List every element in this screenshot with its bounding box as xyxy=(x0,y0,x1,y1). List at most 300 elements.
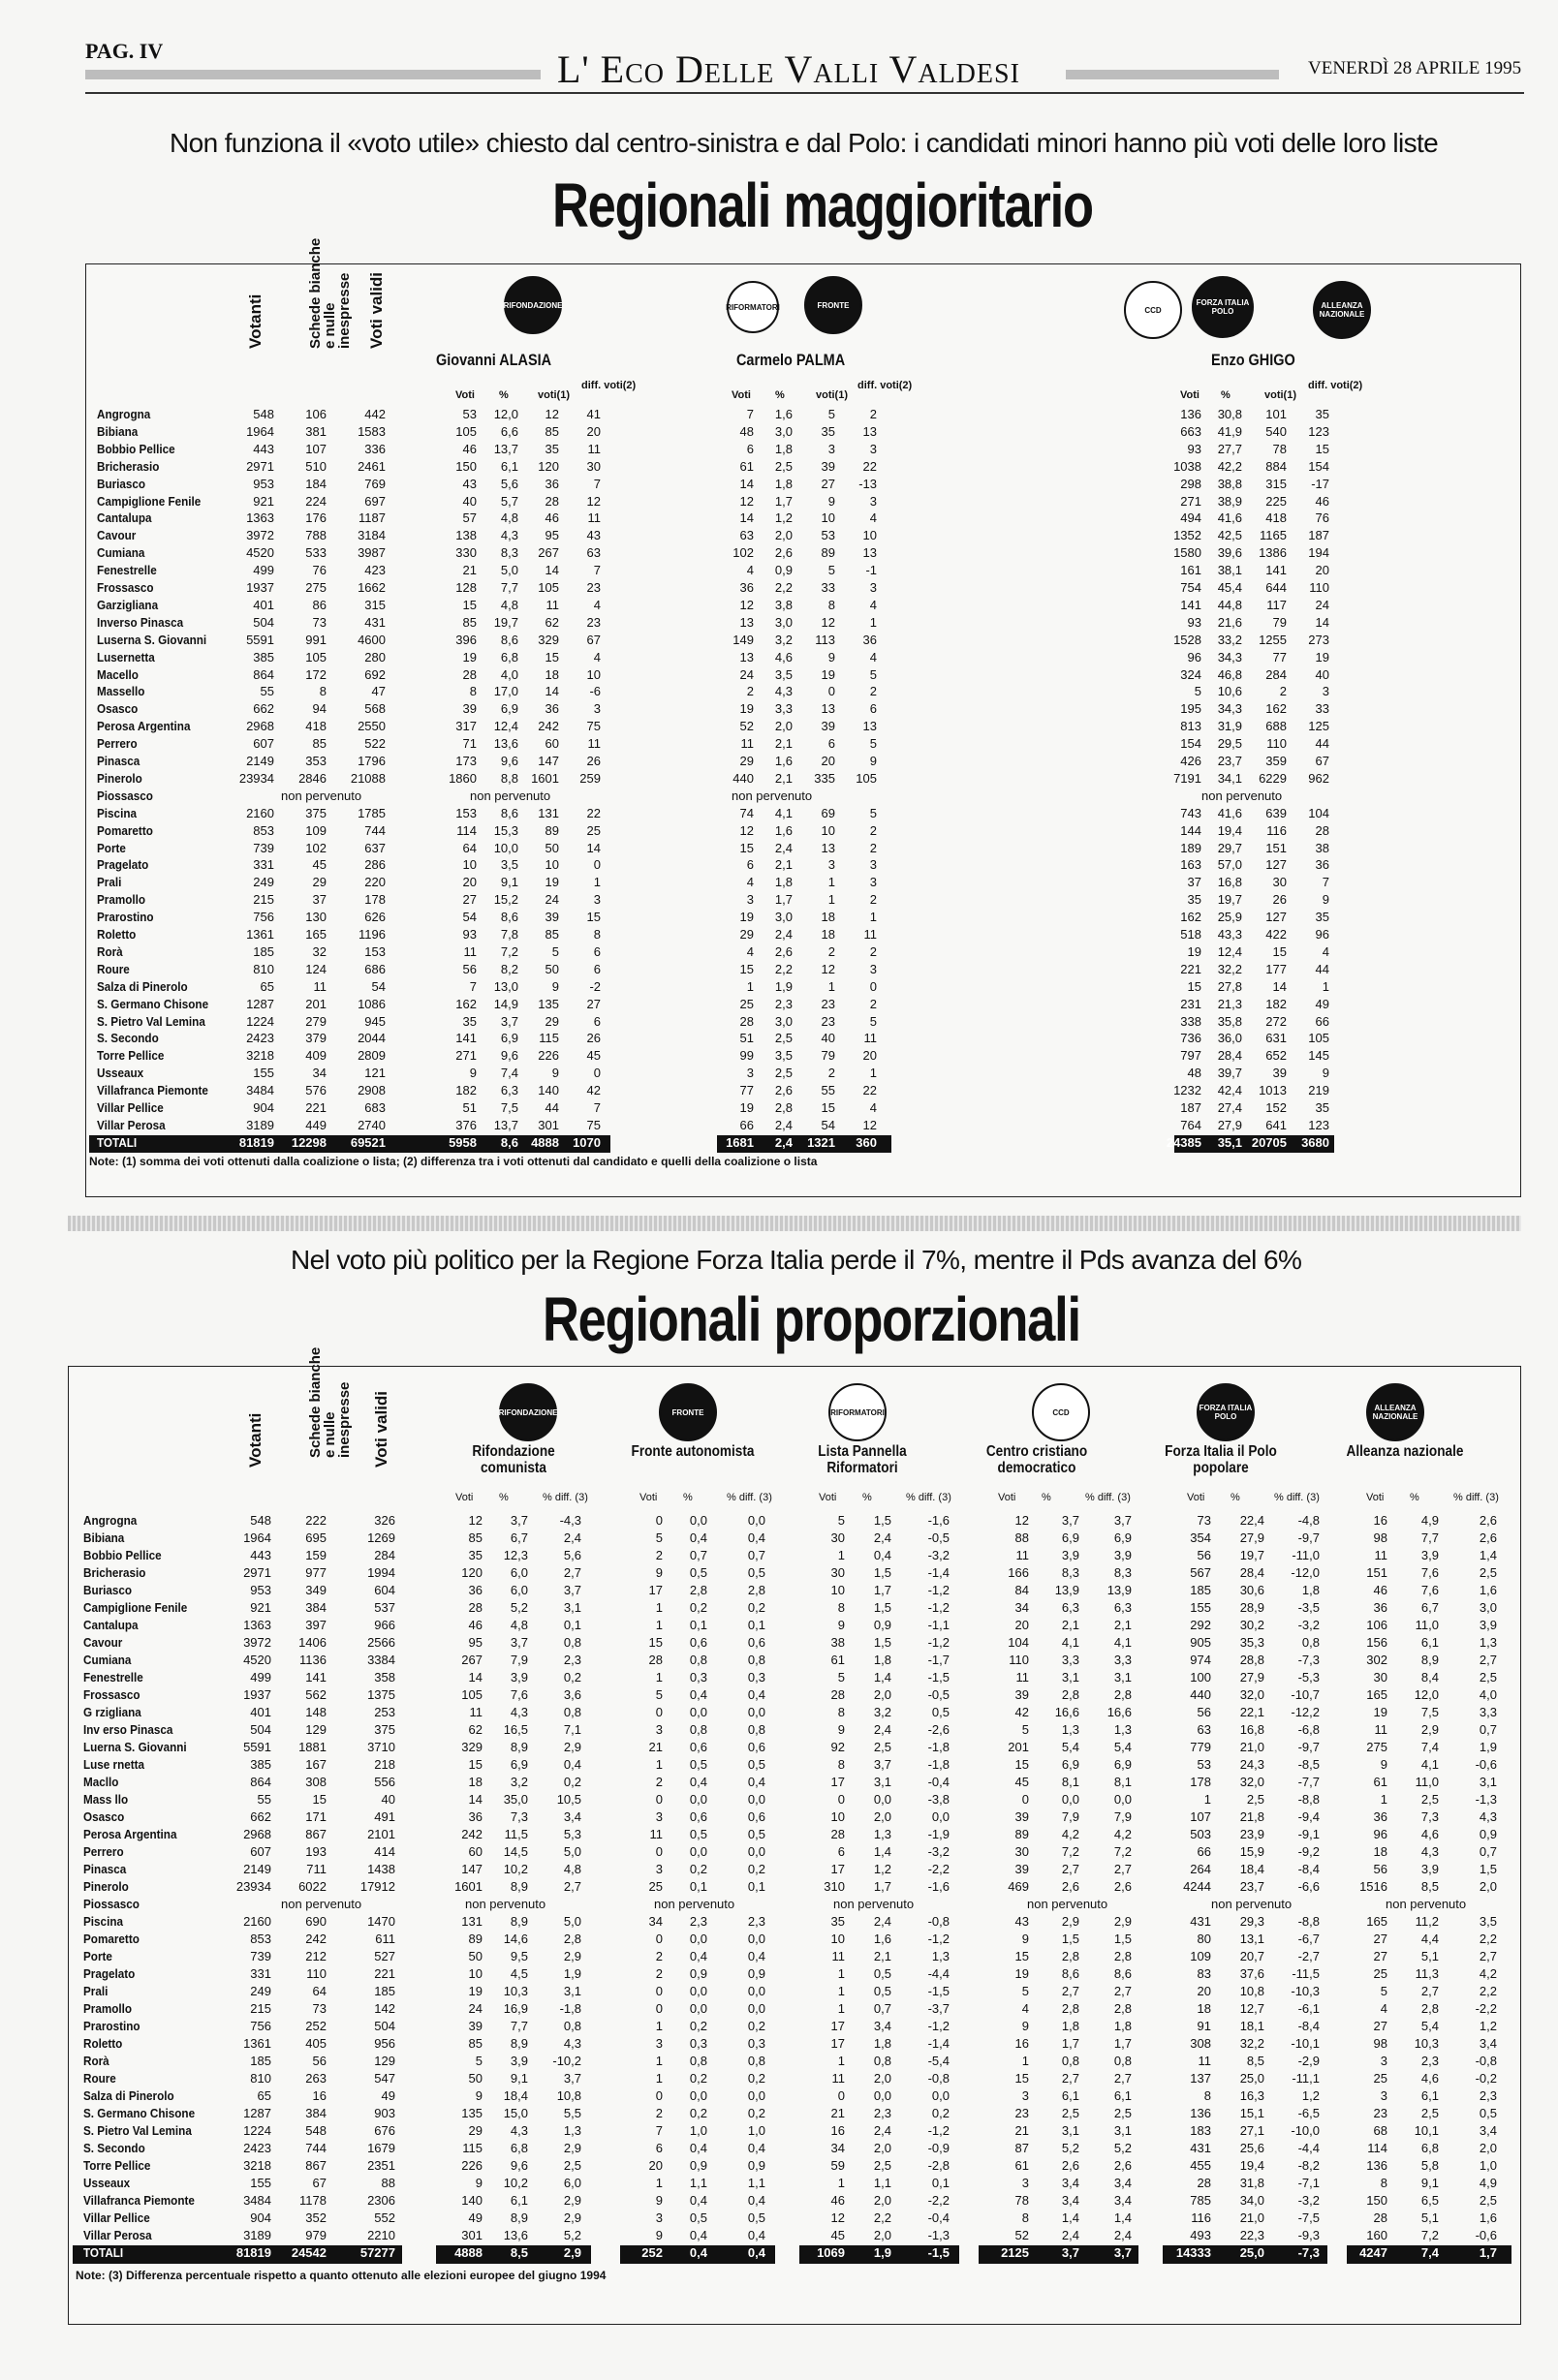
cell: 18 xyxy=(468,1775,483,1789)
cell: 105 xyxy=(538,580,559,595)
t2-logo-0: RIFONDAZIONE xyxy=(499,1383,557,1441)
cell: 26 xyxy=(586,754,601,768)
cell: 65 xyxy=(260,978,274,994)
cell: 1881 xyxy=(298,1740,327,1754)
cell: 4,3 xyxy=(774,684,793,699)
cell: 267 xyxy=(461,1653,483,1667)
cell: 5,2 xyxy=(563,2228,581,2242)
cell: 85 xyxy=(545,927,559,942)
t2-subhead-4-2: % diff. (3) xyxy=(1274,1492,1320,1503)
cell: 9 xyxy=(551,1066,559,1081)
cell: 0,0 xyxy=(931,2088,950,2103)
cell: 110 xyxy=(1309,580,1329,595)
cell: 0,5 xyxy=(873,1966,891,1981)
cell: 105 xyxy=(461,1687,483,1702)
cell: 637 xyxy=(364,840,386,855)
col-head-2: Voti validi xyxy=(367,271,386,349)
cell: 0,5 xyxy=(747,1565,765,1580)
cell: 2 xyxy=(869,684,877,699)
cell: -1,4 xyxy=(927,1565,950,1580)
cell: 7,5 xyxy=(1420,1705,1439,1719)
cell: 2,7 xyxy=(1113,1862,1132,1876)
cell: 219 xyxy=(1308,1083,1329,1098)
cell: 21,8 xyxy=(1239,1809,1264,1824)
cell: 426 xyxy=(1180,754,1201,768)
cell: 14 xyxy=(586,840,601,855)
cell: -8,8 xyxy=(1297,1914,1320,1929)
cell: 3 xyxy=(827,857,835,873)
cell: 51 xyxy=(462,1100,477,1115)
cell: -2 xyxy=(589,978,601,994)
cell: 3 xyxy=(1322,684,1329,699)
cell: 864 xyxy=(253,666,274,682)
cell: 607 xyxy=(253,736,274,752)
cell: 2101 xyxy=(367,1827,395,1841)
cell: 3,9 xyxy=(1420,1548,1439,1562)
cell: -2,8 xyxy=(927,2158,950,2173)
cell: 2351 xyxy=(367,2158,395,2173)
np-f: non pervenuto xyxy=(1211,1897,1293,1911)
cell: 315 xyxy=(1265,476,1287,491)
cell: 4,5 xyxy=(510,1966,528,1981)
cell: 36 xyxy=(1373,1809,1387,1824)
cell: 218 xyxy=(374,1757,395,1772)
cell: 37 xyxy=(312,892,327,908)
cell: 73 xyxy=(312,614,327,630)
cell: 201 xyxy=(305,996,327,1011)
cell: 272 xyxy=(1265,1013,1287,1029)
cell: 35 xyxy=(462,1013,477,1029)
cell: 286 xyxy=(364,857,386,873)
cell: 8,9 xyxy=(510,1879,528,1894)
cell: 44 xyxy=(545,1100,559,1115)
cell: 19 xyxy=(739,910,754,925)
cell: 87 xyxy=(1014,2141,1029,2155)
cell: 10 xyxy=(821,822,835,838)
cell: 6,8 xyxy=(1420,2141,1439,2155)
cell: 6 xyxy=(869,701,877,717)
cell: -1,2 xyxy=(927,2123,950,2138)
cell: 1,9 xyxy=(774,978,793,994)
muni-name: Salza di Pinerolo xyxy=(97,978,188,994)
cell: 25 xyxy=(648,1879,663,1894)
cell: 23,9 xyxy=(1239,1827,1264,1841)
muni-name: Rorà xyxy=(97,943,123,959)
cell: 185 xyxy=(374,1984,395,1998)
cell: 56 xyxy=(1373,1862,1387,1876)
muni-name: Porte xyxy=(83,1949,112,1963)
cell: 3 xyxy=(593,701,601,717)
cell: 556 xyxy=(374,1775,395,1789)
cell: 129 xyxy=(374,2054,395,2068)
cell: 12,7 xyxy=(1239,2001,1264,2016)
muni-name: Buriasco xyxy=(97,476,146,491)
cell: 0 xyxy=(655,2088,663,2103)
cell: 14 xyxy=(1272,978,1287,994)
cell: 3680 xyxy=(1301,1134,1329,1150)
cell: 5591 xyxy=(246,632,274,647)
cell: 1375 xyxy=(367,1687,395,1702)
cell: 78 xyxy=(1014,2193,1029,2208)
alleanza-nazionale-logo: ALLEANZA NAZIONALE xyxy=(1313,281,1371,339)
cell: 12,4 xyxy=(1217,943,1242,959)
cell: 7,7 xyxy=(510,2019,528,2033)
cell: 3 xyxy=(869,875,877,890)
cell: 249 xyxy=(250,1984,271,1998)
cell: 6,5 xyxy=(1420,2193,1439,2208)
cell: 129 xyxy=(305,1722,327,1737)
cell: -3,2 xyxy=(1297,1618,1320,1632)
cell: 853 xyxy=(250,1932,271,1946)
cell: 611 xyxy=(375,1932,395,1946)
cell: 34 xyxy=(830,2141,845,2155)
party-name-1: Fronte autonomista xyxy=(631,1443,755,1460)
cell: 39,7 xyxy=(1217,1066,1242,1081)
cell: 0,2 xyxy=(931,2106,950,2120)
cell: 11 xyxy=(469,1705,483,1719)
cell: 0,2 xyxy=(747,1600,765,1615)
cell: 4,8 xyxy=(500,510,518,526)
cell: 0 xyxy=(655,1932,663,1946)
cell: 504 xyxy=(253,614,274,630)
cell: 0,8 xyxy=(747,1653,765,1667)
cell: 1,1 xyxy=(747,2176,765,2190)
cell: 686 xyxy=(364,961,386,976)
cell: 18 xyxy=(821,910,835,925)
cell: 6,1 xyxy=(1061,2088,1079,2103)
cell: 2210 xyxy=(367,2228,395,2242)
cell: 5 xyxy=(827,407,835,421)
cell: 85 xyxy=(312,736,327,752)
cell: 9,1 xyxy=(510,2071,528,2086)
cell: 252 xyxy=(305,2019,327,2033)
cell: 1 xyxy=(837,2001,845,2016)
cell: 53 xyxy=(1197,1757,1211,1772)
muni-name: Massello xyxy=(97,684,145,699)
cell: 160 xyxy=(1366,2228,1387,2242)
cell: 2,6 xyxy=(1479,1530,1497,1545)
cell: 1 xyxy=(655,2071,663,2086)
muni-name: Pragelato xyxy=(83,1966,136,1981)
cell: 4,1 xyxy=(1061,1635,1079,1650)
cell: 953 xyxy=(250,1583,271,1597)
cell: 2,4 xyxy=(774,927,793,942)
cell: 1287 xyxy=(246,996,274,1011)
cell: 3,7 xyxy=(1061,1513,1079,1528)
cell: 138 xyxy=(455,528,477,543)
cell: 38 xyxy=(1315,840,1329,855)
cell: 25,9 xyxy=(1217,910,1242,925)
cell: 45 xyxy=(586,1048,601,1064)
cell: 27,4 xyxy=(1217,1100,1242,1115)
cell: 31,9 xyxy=(1217,719,1242,734)
muni-name: Prali xyxy=(83,1984,109,1998)
cell: 4,8 xyxy=(500,597,518,612)
cell: 2,9 xyxy=(563,2141,581,2155)
cell: 6,9 xyxy=(1061,1757,1079,1772)
muni-name: Cantalupa xyxy=(97,510,152,526)
cell: 797 xyxy=(1180,1048,1201,1064)
cell: 0,6 xyxy=(689,1635,707,1650)
muni-name: Pinerolo xyxy=(83,1879,129,1894)
cell: 140 xyxy=(538,1083,559,1098)
cell: 10 xyxy=(586,666,601,682)
cell: 28 xyxy=(830,1827,845,1841)
cell: 631 xyxy=(1265,1031,1287,1046)
muni-name: Buriasco xyxy=(83,1583,133,1597)
cell: 34 xyxy=(1014,1600,1029,1615)
cell: 81819 xyxy=(238,1134,274,1150)
cell: 89 xyxy=(545,822,559,838)
cell: 32,2 xyxy=(1239,2036,1264,2051)
cell: 4 xyxy=(869,1100,877,1115)
cell: 73 xyxy=(312,2001,327,2016)
cell: 991 xyxy=(305,632,327,647)
cell: 30 xyxy=(1373,1670,1387,1685)
cell: 10 xyxy=(830,1932,845,1946)
cell: 1583 xyxy=(358,423,386,439)
cell: 13,9 xyxy=(1054,1583,1079,1597)
cell: 155 xyxy=(1190,1600,1211,1615)
muni-name: Villar Perosa xyxy=(97,1117,166,1132)
cell: 0,2 xyxy=(563,1670,581,1685)
cell: 604 xyxy=(374,1583,395,1597)
cell: 1,7 xyxy=(1113,2036,1132,2051)
cell: 1,4 xyxy=(873,1670,891,1685)
cell: 409 xyxy=(305,1048,327,1064)
cell: 12298 xyxy=(291,1134,327,1150)
cell: 2550 xyxy=(358,719,386,734)
muni-name: Perosa Argentina xyxy=(97,719,191,734)
cell: 102 xyxy=(305,840,327,855)
cell: 8 xyxy=(837,1705,845,1719)
cell: 44 xyxy=(1315,961,1329,976)
cell: 28 xyxy=(468,1600,483,1615)
cell: 6,9 xyxy=(500,1031,518,1046)
cell: 23 xyxy=(821,996,835,1011)
cell: 3,0 xyxy=(774,1013,793,1029)
cell: 96 xyxy=(1187,649,1201,665)
muni-name: Bibiana xyxy=(97,423,139,439)
cell: 11 xyxy=(1374,1722,1387,1737)
cell: 24,3 xyxy=(1239,1757,1264,1772)
cell: 147 xyxy=(538,754,559,768)
cell: 115 xyxy=(539,1031,559,1046)
cell: 2,5 xyxy=(563,2158,581,2173)
cell: -0,4 xyxy=(927,2210,950,2225)
cell: 153 xyxy=(455,805,477,820)
cell: 242 xyxy=(461,1827,483,1841)
cell: 1,3 xyxy=(1479,1635,1497,1650)
cell: 178 xyxy=(1190,1775,1211,1789)
cell: 1 xyxy=(837,2054,845,2068)
cell: 45 xyxy=(1014,1775,1029,1789)
cell: 125 xyxy=(1308,719,1329,734)
cell: 0 xyxy=(1021,1792,1029,1807)
cell: -0,8 xyxy=(1475,2054,1497,2068)
cell: 36 xyxy=(1373,1600,1387,1615)
cell: 16,9 xyxy=(503,2001,528,2016)
cell: 0,4 xyxy=(747,1949,765,1963)
cell: 8,5 xyxy=(1246,2054,1264,2068)
cell: 443 xyxy=(253,441,274,456)
cell: 2,0 xyxy=(873,1809,891,1824)
cell: 13 xyxy=(862,719,877,734)
cell: 0,4 xyxy=(747,2245,765,2260)
cell: 224 xyxy=(305,493,327,509)
cell: 121 xyxy=(364,1066,386,1081)
muni-name: Porte xyxy=(97,840,126,855)
cell: 3,8 xyxy=(774,597,793,612)
cell: 68 xyxy=(1373,2123,1387,2138)
muni-name: Pragelato xyxy=(97,857,149,873)
cell: 1679 xyxy=(367,2141,395,2155)
cell: 5 xyxy=(869,736,877,752)
cell: 2 xyxy=(827,943,835,959)
cell: 5 xyxy=(827,563,835,578)
cell: 3,9 xyxy=(510,2054,528,2068)
cell: 45 xyxy=(312,857,327,873)
cell: 7,2 xyxy=(500,943,518,959)
cell: 67 xyxy=(312,2176,327,2190)
cell: 20 xyxy=(862,1048,877,1064)
cell: 384 xyxy=(305,2106,327,2120)
cell: 19 xyxy=(821,666,835,682)
cell: 11,2 xyxy=(1415,1914,1439,1929)
cell: 35 xyxy=(821,423,835,439)
cell: 2,8 xyxy=(1061,1687,1079,1702)
cell: 2,0 xyxy=(774,528,793,543)
cell: 3,4 xyxy=(1113,2176,1132,2190)
cell: 284 xyxy=(1265,666,1287,682)
cell: -2,7 xyxy=(1297,1949,1320,1963)
cell: 37,6 xyxy=(1239,1966,1264,1981)
cell: 23,7 xyxy=(1239,1879,1264,1894)
cell: 34,3 xyxy=(1217,701,1242,717)
cell: 9,1 xyxy=(500,875,518,890)
cell: 4 xyxy=(746,875,754,890)
muni-name: Lusernetta xyxy=(97,649,155,665)
cell: 7,3 xyxy=(1420,1809,1439,1824)
cell: 2,4 xyxy=(1113,2228,1132,2242)
cell: 30,8 xyxy=(1217,407,1242,421)
cell: 1,2 xyxy=(1301,2088,1320,2103)
cell: 15 xyxy=(1014,1757,1029,1772)
cell: 4,6 xyxy=(1420,1827,1439,1841)
cell: 2,5 xyxy=(873,1740,891,1754)
cell: 6022 xyxy=(298,1879,327,1894)
cell: 12 xyxy=(1014,1513,1029,1528)
cell: 690 xyxy=(305,1914,327,1929)
cell: 23 xyxy=(1373,2106,1387,2120)
cell: 8 xyxy=(469,684,477,699)
cell: -6,5 xyxy=(1297,2106,1320,2120)
cell: 1937 xyxy=(246,580,274,595)
cell: 7,3 xyxy=(510,1809,528,1824)
cell: 10 xyxy=(545,857,559,873)
cell: 18 xyxy=(1197,2001,1211,2016)
cell: 2 xyxy=(869,943,877,959)
cell: 2,2 xyxy=(1479,1932,1497,1946)
cell: 201 xyxy=(1008,1740,1029,1754)
cell: 0 xyxy=(869,978,877,994)
cell: -0,4 xyxy=(927,1775,950,1789)
cell: 0,1 xyxy=(747,1618,765,1632)
muni-name: Campiglione Fenile xyxy=(97,493,202,509)
cell: 1287 xyxy=(243,2106,271,2120)
cell: 5 xyxy=(1021,1984,1029,1998)
cell: 24385 xyxy=(1166,1134,1201,1150)
cell: 1 xyxy=(655,2054,663,2068)
cell: 2,7 xyxy=(563,1565,581,1580)
cell: 359 xyxy=(1265,754,1287,768)
muni-name: Pinerolo xyxy=(97,770,142,786)
cell: 6229 xyxy=(1259,770,1287,786)
cell: 30 xyxy=(586,458,601,474)
cell: 379 xyxy=(305,1031,327,1046)
cell: 904 xyxy=(250,2210,271,2225)
cell: 2 xyxy=(869,407,877,421)
cell: 0,0 xyxy=(747,2001,765,2016)
cell: 148 xyxy=(305,1705,327,1719)
masthead-underline xyxy=(85,92,1524,94)
cell: 1,7 xyxy=(1061,2036,1079,2051)
party-name-3: Centro cristiano democratico xyxy=(985,1443,1088,1476)
cell: 1,9 xyxy=(1479,1740,1497,1754)
cell: 739 xyxy=(253,840,274,855)
cell: 136 xyxy=(1190,2106,1211,2120)
cell: 4,3 xyxy=(1420,1844,1439,1859)
cell: 2,5 xyxy=(1479,1670,1497,1685)
cell: 25 xyxy=(586,822,601,838)
cell: 385 xyxy=(250,1757,271,1772)
cell: 28,4 xyxy=(1217,1048,1242,1064)
cell: 2971 xyxy=(246,458,274,474)
table2-note: Note: (3) Differenza percentuale rispetto a quanto ottenuto alle elezioni europee del giugno 1994 xyxy=(76,2269,607,2282)
cell: 2,7 xyxy=(1061,2071,1079,2086)
cell: 151 xyxy=(1265,840,1287,855)
cell: -6,7 xyxy=(1297,1932,1320,1946)
cell: 12,0 xyxy=(1414,1687,1439,1702)
cell: 547 xyxy=(374,2071,395,2086)
cell: 652 xyxy=(1265,1048,1287,1064)
cell: 2,5 xyxy=(774,1066,793,1081)
cell: -1,6 xyxy=(927,1879,950,1894)
muni-name: Piossasco xyxy=(97,788,153,803)
cell: 2,5 xyxy=(1113,2106,1132,2120)
cell: 142 xyxy=(374,2001,395,2016)
cell: -1,4 xyxy=(927,2036,950,2051)
cell: 105 xyxy=(856,770,877,786)
cell: 27,8 xyxy=(1217,978,1242,994)
cell: 2,9 xyxy=(563,1740,581,1754)
cell: -6,1 xyxy=(1297,2001,1320,2016)
cell: 0 xyxy=(837,2088,845,2103)
cell: -0,5 xyxy=(927,1687,950,1702)
cell: 1 xyxy=(837,1966,845,1981)
t2-subhead-1-1: % xyxy=(683,1492,693,1503)
cell: 28 xyxy=(1197,2176,1211,2190)
cell: 40 xyxy=(462,493,477,509)
cell: 10 xyxy=(830,1583,845,1597)
cell: 2,3 xyxy=(689,1914,707,1929)
cell: 28 xyxy=(739,1013,754,1029)
cell: 89 xyxy=(821,545,835,561)
cell: 231 xyxy=(1180,996,1201,1011)
cell: 115 xyxy=(462,2141,483,2155)
cell: 10,5 xyxy=(556,1792,581,1807)
cell: 7 xyxy=(593,563,601,578)
